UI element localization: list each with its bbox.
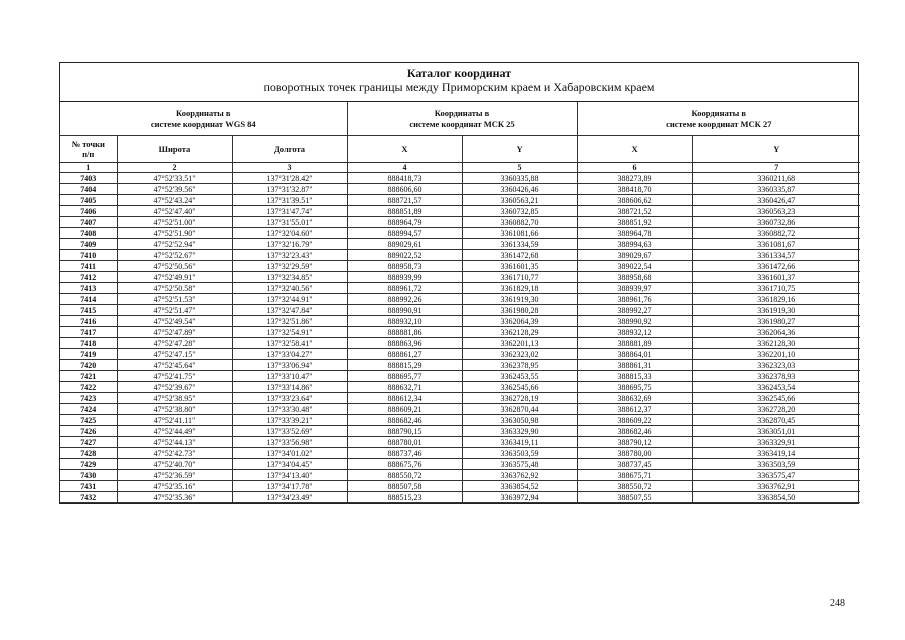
table-cell: 888737,46 <box>347 448 462 459</box>
table-cell: 888632,71 <box>347 382 462 393</box>
table-cell: 3360426,47 <box>692 195 860 206</box>
table-cell: 3363972,94 <box>462 492 577 503</box>
table-cell: 47°52'33.51" <box>117 173 232 184</box>
table-cell: 888612,34 <box>347 393 462 404</box>
point-number-cell: 7430 <box>60 470 117 481</box>
table-cell: 888964,79 <box>347 217 462 228</box>
point-number-cell: 7405 <box>60 195 117 206</box>
table-cell: 3363051,01 <box>692 426 860 437</box>
table-cell: 888992,26 <box>347 294 462 305</box>
column-number: 4 <box>347 163 462 173</box>
table-cell: 3362453,55 <box>462 371 577 382</box>
table-cell: 888990,91 <box>347 305 462 316</box>
table-cell: 47°52'49.54" <box>117 316 232 327</box>
table-cell: 47°52'51.53" <box>117 294 232 305</box>
table-cell: 388961,76 <box>577 294 692 305</box>
table-cell: 3361601,35 <box>462 261 577 272</box>
coordinates-table-body <box>60 173 860 503</box>
table-cell: 888609,21 <box>347 404 462 415</box>
table-cell: 888863,96 <box>347 338 462 349</box>
table-cell: 47°52'51.47" <box>117 305 232 316</box>
table-cell: 3361472,68 <box>462 250 577 261</box>
table-cell: 137°34'23.49" <box>232 492 347 503</box>
table-cell: 388958,68 <box>577 272 692 283</box>
table-row <box>60 228 860 239</box>
table-cell: 137°33'56.98" <box>232 437 347 448</box>
point-number-cell: 7425 <box>60 415 117 426</box>
table-cell: 3362728,20 <box>692 404 860 415</box>
table-cell: 888815,29 <box>347 360 462 371</box>
table-cell: 3361081,67 <box>692 239 860 250</box>
table-cell: 137°34'13.40" <box>232 470 347 481</box>
table-cell: 388790,12 <box>577 437 692 448</box>
header-x-msk25: X <box>347 136 462 163</box>
table-row <box>60 239 860 250</box>
table-cell: 47°52'52.94" <box>117 239 232 250</box>
table-cell: 47°52'35.36" <box>117 492 232 503</box>
table-cell: 3362201,10 <box>692 349 860 360</box>
table-cell: 889029,61 <box>347 239 462 250</box>
table-cell: 47°52'39.56" <box>117 184 232 195</box>
table-row <box>60 184 860 195</box>
table-cell: 3361472,66 <box>692 261 860 272</box>
table-cell: 888606,60 <box>347 184 462 195</box>
table-cell: 47°52'36.59" <box>117 470 232 481</box>
point-number-cell: 7412 <box>60 272 117 283</box>
point-number-cell: 7423 <box>60 393 117 404</box>
table-cell: 3362201,13 <box>462 338 577 349</box>
table-row <box>60 206 860 217</box>
table-cell: 137°31'55.01" <box>232 217 347 228</box>
table-cell: 388851,92 <box>577 217 692 228</box>
header-y-msk27: Y <box>692 136 860 163</box>
point-number-cell: 7403 <box>60 173 117 184</box>
table-cell: 47°52'38.95" <box>117 393 232 404</box>
point-number-cell: 7409 <box>60 239 117 250</box>
point-number-cell: 7404 <box>60 184 117 195</box>
header-x-msk27: X <box>577 136 692 163</box>
coordinates-table <box>60 102 860 503</box>
point-number-cell: 7416 <box>60 316 117 327</box>
table-cell: 3362128,30 <box>692 338 860 349</box>
table-cell: 388932,12 <box>577 327 692 338</box>
point-number-cell: 7426 <box>60 426 117 437</box>
table-cell: 3362378,95 <box>462 360 577 371</box>
point-number-cell: 7421 <box>60 371 117 382</box>
table-row <box>60 437 860 448</box>
table-cell: 47°52'38.80" <box>117 404 232 415</box>
table-row <box>60 371 860 382</box>
table-cell: 47°52'39.67" <box>117 382 232 393</box>
point-number-cell: 7420 <box>60 360 117 371</box>
table-cell: 388609,22 <box>577 415 692 426</box>
table-cell: 388695,75 <box>577 382 692 393</box>
table-cell: 3363575,47 <box>692 470 860 481</box>
table-cell: 3362870,44 <box>462 404 577 415</box>
table-row <box>60 338 860 349</box>
table-cell: 888958,73 <box>347 261 462 272</box>
point-number-cell: 7419 <box>60 349 117 360</box>
table-cell: 888861,27 <box>347 349 462 360</box>
point-number-cell: 7415 <box>60 305 117 316</box>
point-number-cell: 7424 <box>60 404 117 415</box>
table-cell: 388675,71 <box>577 470 692 481</box>
table-cell: 3361919,30 <box>692 305 860 316</box>
table-cell: 3363854,52 <box>462 481 577 492</box>
table-cell: 3361710,75 <box>692 283 860 294</box>
table-row <box>60 415 860 426</box>
column-header-row <box>60 136 860 163</box>
table-row <box>60 272 860 283</box>
table-cell: 888682,46 <box>347 415 462 426</box>
table-row <box>60 448 860 459</box>
point-number-cell: 7422 <box>60 382 117 393</box>
point-number-cell: 7410 <box>60 250 117 261</box>
table-cell: 3361980,27 <box>692 316 860 327</box>
table-cell: 47°52'47.15" <box>117 349 232 360</box>
point-number-cell: 7407 <box>60 217 117 228</box>
column-number: 1 <box>60 163 117 173</box>
catalog-title: Каталог координат <box>406 66 512 80</box>
table-row <box>60 217 860 228</box>
table-cell: 388939,97 <box>577 283 692 294</box>
table-cell: 888939,99 <box>347 272 462 283</box>
table-cell: 3362128,29 <box>462 327 577 338</box>
point-number-cell: 7429 <box>60 459 117 470</box>
table-row <box>60 481 860 492</box>
table-cell: 388418,70 <box>577 184 692 195</box>
table-cell: 137°33'23.64" <box>232 393 347 404</box>
table-cell: 388864,01 <box>577 349 692 360</box>
point-number-cell: 7417 <box>60 327 117 338</box>
table-cell: 137°32'58.41" <box>232 338 347 349</box>
table-cell: 388737,45 <box>577 459 692 470</box>
point-number-cell: 7406 <box>60 206 117 217</box>
point-number-cell: 7418 <box>60 338 117 349</box>
table-cell: 47°52'47.89" <box>117 327 232 338</box>
table-cell: 388861,31 <box>577 360 692 371</box>
catalog-subtitle: поворотных точек границы между Приморским краем и Хабаровским краем <box>263 80 655 94</box>
table-cell: 3362870,45 <box>692 415 860 426</box>
column-number: 2 <box>117 163 232 173</box>
table-cell: 3363050,98 <box>462 415 577 426</box>
table-cell: 47°52'50.58" <box>117 283 232 294</box>
table-cell: 47°52'41.75" <box>117 371 232 382</box>
table-cell: 3360335,87 <box>692 184 860 195</box>
group-header-row <box>60 102 860 136</box>
table-row <box>60 173 860 184</box>
table-cell: 137°32'40.56" <box>232 283 347 294</box>
table-cell: 3360563,23 <box>692 206 860 217</box>
table-row <box>60 349 860 360</box>
catalog-title-box <box>60 63 858 102</box>
table-cell: 3363419,14 <box>692 448 860 459</box>
table-cell: 3363329,90 <box>462 426 577 437</box>
table-cell: 47°52'50.56" <box>117 261 232 272</box>
table-row <box>60 470 860 481</box>
table-cell: 889022,52 <box>347 250 462 261</box>
table-cell: 3362378,93 <box>692 371 860 382</box>
table-cell: 137°31'47.74" <box>232 206 347 217</box>
table-cell: 137°34'17.78" <box>232 481 347 492</box>
table-cell: 888721,57 <box>347 195 462 206</box>
table-cell: 137°33'14.86" <box>232 382 347 393</box>
table-cell: 3363503,59 <box>462 448 577 459</box>
point-number-cell: 7408 <box>60 228 117 239</box>
table-cell: 3361334,59 <box>462 239 577 250</box>
table-cell: 888881,86 <box>347 327 462 338</box>
table-row <box>60 426 860 437</box>
table-cell: 888780,01 <box>347 437 462 448</box>
table-cell: 47°52'47.40" <box>117 206 232 217</box>
table-cell: 137°31'28.42" <box>232 173 347 184</box>
table-cell: 888418,73 <box>347 173 462 184</box>
table-cell: 3363762,92 <box>462 470 577 481</box>
table-cell: 3363575,48 <box>462 459 577 470</box>
table-cell: 388815,33 <box>577 371 692 382</box>
table-cell: 137°32'47.84" <box>232 305 347 316</box>
table-cell: 47°52'45.64" <box>117 360 232 371</box>
table-cell: 137°31'32.87" <box>232 184 347 195</box>
table-cell: 388964,78 <box>577 228 692 239</box>
table-cell: 3363329,91 <box>692 437 860 448</box>
table-row <box>60 382 860 393</box>
table-cell: 3361081,66 <box>462 228 577 239</box>
table-cell: 137°33'04.27" <box>232 349 347 360</box>
column-number: 5 <box>462 163 577 173</box>
table-cell: 888932,10 <box>347 316 462 327</box>
table-cell: 3361829,18 <box>462 283 577 294</box>
table-cell: 137°32'04.60" <box>232 228 347 239</box>
table-cell: 137°32'54.91" <box>232 327 347 338</box>
table-cell: 3360335,88 <box>462 173 577 184</box>
table-row <box>60 327 860 338</box>
table-cell: 137°33'10.47" <box>232 371 347 382</box>
table-cell: 137°32'44.91" <box>232 294 347 305</box>
table-cell: 3362323,02 <box>462 349 577 360</box>
table-cell: 888994,57 <box>347 228 462 239</box>
table-cell: 47°52'47.28" <box>117 338 232 349</box>
table-cell: 137°32'51.86" <box>232 316 347 327</box>
table-cell: 3360882,70 <box>462 217 577 228</box>
table-cell: 137°34'04.45" <box>232 459 347 470</box>
table-cell: 888550,72 <box>347 470 462 481</box>
table-cell: 388881,89 <box>577 338 692 349</box>
table-cell: 3361919,30 <box>462 294 577 305</box>
point-number-cell: 7414 <box>60 294 117 305</box>
table-cell: 888675,76 <box>347 459 462 470</box>
table-cell: 888515,23 <box>347 492 462 503</box>
column-number: 3 <box>232 163 347 173</box>
group-header-msk25: Координаты в системе координат МСК 25 <box>347 102 577 136</box>
group-header-msk27: Координаты в системе координат МСК 27 <box>577 102 860 136</box>
table-cell: 3362453,54 <box>692 382 860 393</box>
table-cell: 47°52'52.67" <box>117 250 232 261</box>
table-cell: 3363762,91 <box>692 481 860 492</box>
table-cell: 3363419,11 <box>462 437 577 448</box>
table-row <box>60 261 860 272</box>
table-cell: 3362545,66 <box>462 382 577 393</box>
point-number-cell: 7413 <box>60 283 117 294</box>
table-cell: 3360426,46 <box>462 184 577 195</box>
table-row <box>60 294 860 305</box>
point-number-cell: 7427 <box>60 437 117 448</box>
table-row <box>60 492 860 503</box>
header-y-msk25: Y <box>462 136 577 163</box>
table-cell: 137°33'06.94" <box>232 360 347 371</box>
table-cell: 3360732,85 <box>462 206 577 217</box>
table-cell: 388990,92 <box>577 316 692 327</box>
group-header-wgs84: Координаты в системе координат WGS 84 <box>60 102 347 136</box>
table-cell: 388273,89 <box>577 173 692 184</box>
table-row <box>60 459 860 470</box>
table-cell: 137°32'16.79" <box>232 239 347 250</box>
table-cell: 3360882,72 <box>692 228 860 239</box>
table-cell: 3361601,37 <box>692 272 860 283</box>
table-cell: 47°52'40.70" <box>117 459 232 470</box>
table-cell: 3361710,77 <box>462 272 577 283</box>
point-number-cell: 7432 <box>60 492 117 503</box>
table-cell: 388992,27 <box>577 305 692 316</box>
table-cell: 3361980,28 <box>462 305 577 316</box>
table-cell: 3362728,19 <box>462 393 577 404</box>
table-cell: 47°52'41.11" <box>117 415 232 426</box>
table-cell: 3361829,16 <box>692 294 860 305</box>
table-row <box>60 404 860 415</box>
point-number-cell: 7431 <box>60 481 117 492</box>
table-cell: 388682,46 <box>577 426 692 437</box>
table-cell: 388721,52 <box>577 206 692 217</box>
table-cell: 47°52'44.49" <box>117 426 232 437</box>
table-cell: 389029,67 <box>577 250 692 261</box>
table-cell: 888507,58 <box>347 481 462 492</box>
table-cell: 47°52'49.91" <box>117 272 232 283</box>
table-cell: 47°52'51.00" <box>117 217 232 228</box>
table-cell: 888790,15 <box>347 426 462 437</box>
coordinate-catalog <box>59 62 859 504</box>
table-cell: 3362545,66 <box>692 393 860 404</box>
table-cell: 137°32'34.85" <box>232 272 347 283</box>
table-cell: 388780,00 <box>577 448 692 459</box>
column-number: 6 <box>577 163 692 173</box>
table-cell: 3363854,50 <box>692 492 860 503</box>
table-cell: 47°52'44.13" <box>117 437 232 448</box>
table-cell: 47°52'51.90" <box>117 228 232 239</box>
table-cell: 47°52'35.16" <box>117 481 232 492</box>
column-number-row <box>60 163 860 173</box>
table-row <box>60 283 860 294</box>
table-cell: 3362064,36 <box>692 327 860 338</box>
table-cell: 389022,54 <box>577 261 692 272</box>
header-latitude: Широта <box>117 136 232 163</box>
table-cell: 137°31'39.51" <box>232 195 347 206</box>
table-cell: 137°33'52.69" <box>232 426 347 437</box>
table-cell: 137°33'39.21" <box>232 415 347 426</box>
header-point-number: № точки п/п <box>60 136 117 163</box>
table-cell: 137°32'29.59" <box>232 261 347 272</box>
table-cell: 888851,89 <box>347 206 462 217</box>
table-cell: 3361334,57 <box>692 250 860 261</box>
header-longitude: Долгота <box>232 136 347 163</box>
table-row <box>60 360 860 371</box>
table-row <box>60 305 860 316</box>
table-cell: 388632,69 <box>577 393 692 404</box>
table-cell: 137°32'23.43" <box>232 250 347 261</box>
table-cell: 388606,62 <box>577 195 692 206</box>
column-number: 7 <box>692 163 860 173</box>
table-cell: 3362323,03 <box>692 360 860 371</box>
table-cell: 137°34'01.02" <box>232 448 347 459</box>
point-number-cell: 7411 <box>60 261 117 272</box>
table-cell: 388550,72 <box>577 481 692 492</box>
table-cell: 888961,72 <box>347 283 462 294</box>
table-row <box>60 316 860 327</box>
table-row <box>60 195 860 206</box>
table-cell: 47°52'43.24" <box>117 195 232 206</box>
table-cell: 388612,37 <box>577 404 692 415</box>
table-cell: 388994,63 <box>577 239 692 250</box>
table-cell: 3362064,39 <box>462 316 577 327</box>
point-number-cell: 7428 <box>60 448 117 459</box>
table-cell: 3363503,59 <box>692 459 860 470</box>
table-cell: 47°52'42.73" <box>117 448 232 459</box>
page-number: 248 <box>830 598 845 609</box>
table-cell: 137°33'30.48" <box>232 404 347 415</box>
table-cell: 3360732,86 <box>692 217 860 228</box>
table-cell: 3360211,68 <box>692 173 860 184</box>
table-row <box>60 250 860 261</box>
table-cell: 888695,77 <box>347 371 462 382</box>
table-row <box>60 393 860 404</box>
table-cell: 3360563,21 <box>462 195 577 206</box>
table-cell: 388507,55 <box>577 492 692 503</box>
